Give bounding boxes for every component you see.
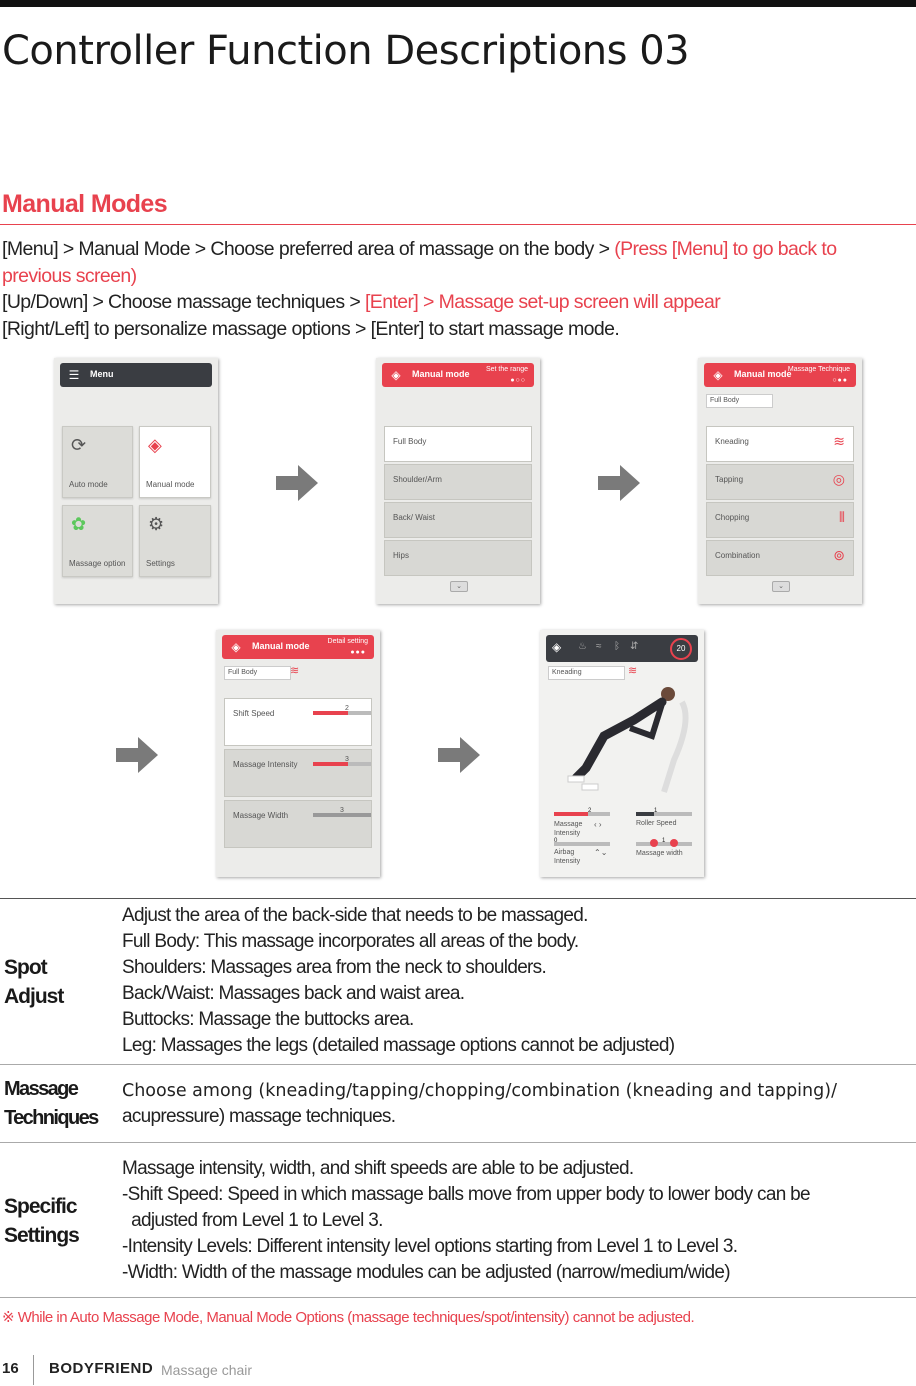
chevron-down-icon[interactable]: ⌄ bbox=[450, 581, 468, 592]
page-dots: ○●● bbox=[832, 377, 848, 384]
wave-icon: ≈ bbox=[596, 641, 602, 652]
list-item[interactable]: Hips bbox=[384, 540, 532, 576]
bluetooth-icon: ᛒ bbox=[614, 641, 620, 652]
arrow-right-icon bbox=[598, 465, 640, 501]
control-massage-intensity[interactable]: 2 Massage Intensity ‹ › bbox=[554, 812, 612, 842]
tapping-icon: ◎ bbox=[832, 471, 845, 487]
chopping-icon: ⦀ bbox=[838, 509, 845, 525]
chevron-down-icon[interactable]: ⌄ bbox=[772, 581, 790, 592]
tile-manual-mode[interactable]: ◈ Manual mode bbox=[139, 426, 211, 498]
screen-menu bbox=[54, 358, 218, 604]
tile-settings[interactable]: ⚙ Settings bbox=[139, 505, 211, 577]
manual-header: ◈ Manual mode Set the range ●○○ bbox=[382, 363, 534, 387]
page-dots: ●●● bbox=[350, 649, 366, 656]
control-massage-width[interactable]: 1 Massage width bbox=[636, 842, 694, 872]
table-rule bbox=[0, 1142, 916, 1143]
adjust-icon: ⇵ bbox=[630, 641, 639, 652]
list-item[interactable]: Chopping ⦀ bbox=[706, 502, 854, 538]
product-name: Massage chair bbox=[161, 1362, 253, 1378]
refresh-icon: ⟳ bbox=[71, 435, 87, 455]
control-roller-speed[interactable]: 1 Roller Speed bbox=[636, 812, 694, 842]
combination-icon: ⊚ bbox=[833, 547, 845, 563]
technique-select[interactable]: Kneading bbox=[548, 666, 625, 680]
control-airbag-intensity[interactable]: 0 Airbag Intensity ⌃⌄ bbox=[554, 842, 612, 872]
hamburger-icon[interactable]: ☰ bbox=[68, 368, 80, 382]
list-item[interactable]: Shoulder/Arm bbox=[384, 464, 532, 500]
kneading-icon: ≋ bbox=[628, 665, 638, 677]
list-item[interactable]: Combination ⊚ bbox=[706, 540, 854, 576]
left-right-icon: ‹ › bbox=[594, 820, 602, 829]
section-rule bbox=[0, 224, 916, 225]
setting-row[interactable]: Shift Speed 2 bbox=[224, 698, 372, 746]
direction-pad-icon: ◈ bbox=[148, 435, 162, 455]
page-dots: ●○○ bbox=[510, 377, 526, 384]
direction-pad-icon: ◈ bbox=[231, 640, 241, 654]
list-item[interactable]: Full Body bbox=[384, 426, 532, 462]
manual-header: ◈ Manual mode Detail setting ●●● bbox=[222, 635, 374, 659]
list-item[interactable]: Kneading ≋ bbox=[706, 426, 854, 462]
screen-technique bbox=[698, 358, 862, 604]
screen-detail bbox=[216, 630, 380, 877]
list-item[interactable]: Tapping ◎ bbox=[706, 464, 854, 500]
area-select[interactable]: Full Body bbox=[224, 666, 291, 680]
row-label-massage-techniques: Massage Techniques bbox=[4, 1078, 98, 1129]
top-rule bbox=[0, 0, 916, 7]
manual-header: ◈ Manual mode Massage Technique ○●● bbox=[704, 363, 856, 387]
row-text-specific-settings: Massage intensity, width, and shift speeds are able to be adjusted. -Shift Speed: Speed in which massage balls move from upper body to lower body can be adjusted from Level 1 to Level 3. -Intensity Levels: Different intensity level options starting from Level 1 to Level 3. -Width: Width of the massage modules can be adjusted (narrow/medium/wide) bbox=[122, 1158, 810, 1283]
section-title: Manual Modes bbox=[2, 190, 168, 218]
flower-icon: ✿ bbox=[71, 514, 87, 534]
timer-badge: 20 bbox=[670, 638, 692, 660]
screen-set-range bbox=[376, 358, 540, 604]
brand-logo: BODYFRIEND bbox=[49, 1360, 154, 1377]
heat-icon: ♨ bbox=[578, 641, 587, 652]
table-rule bbox=[0, 1064, 916, 1065]
page-number: 16 bbox=[2, 1360, 19, 1377]
menu-header: ☰ Menu bbox=[60, 363, 212, 387]
direction-pad-icon: ◈ bbox=[391, 368, 401, 382]
table-rule bbox=[0, 1297, 916, 1298]
tile-massage-option[interactable]: ✿ Massage option bbox=[62, 505, 133, 577]
area-select[interactable]: Full Body bbox=[706, 394, 773, 408]
row-text-spot-adjust: Adjust the area of the back-side that needs to be massaged. Full Body: This massage incorporates all areas of the body. Shoulders: Massages area from the neck to shoulders. Back/Waist: Massages back and waist area. Buttocks: Massage the buttocks area. Leg: Massages the legs (detailed massage options cannot be adjusted) bbox=[122, 905, 675, 1056]
page-title: Controller Function Descriptions 03 bbox=[2, 28, 690, 74]
direction-pad-icon: ◈ bbox=[552, 640, 562, 654]
arrow-right-icon bbox=[276, 465, 318, 501]
footnote: ※ While in Auto Massage Mode, Manual Mode Options (massage techniques/spot/intensity) cannot be adjusted. bbox=[2, 1309, 695, 1326]
footer-divider bbox=[33, 1355, 34, 1385]
list-item[interactable]: Back/ Waist bbox=[384, 502, 532, 538]
row-label-specific-settings: Specific Settings bbox=[4, 1195, 79, 1247]
tile-auto-mode[interactable]: ⟳ Auto mode bbox=[62, 426, 133, 498]
gear-icon: ⚙ bbox=[148, 514, 165, 534]
kneading-icon: ≋ bbox=[290, 665, 300, 677]
up-down-icon: ⌃⌄ bbox=[594, 848, 608, 857]
arrow-right-icon bbox=[438, 737, 480, 773]
screen-running bbox=[540, 630, 704, 877]
arrow-right-icon bbox=[116, 737, 158, 773]
row-text-massage-techniques: Choose among (kneading/tapping/chopping/combination (kneading and tapping)/ acupressure) massage techniques. bbox=[122, 1081, 837, 1127]
kneading-icon: ≋ bbox=[833, 433, 845, 449]
setting-row[interactable]: Massage Width 3 bbox=[224, 800, 372, 848]
table-rule bbox=[0, 898, 916, 899]
status-header bbox=[546, 635, 698, 662]
direction-pad-icon: ◈ bbox=[713, 368, 723, 382]
reclining-person-illustration bbox=[564, 680, 694, 795]
setting-row[interactable]: Massage Intensity 3 bbox=[224, 749, 372, 797]
row-label-spot-adjust: Spot Adjust bbox=[4, 956, 64, 1008]
intro-text: [Menu] > Manual Mode > Choose preferred area of massage on the body > (Press [Menu] to go back to previous screen) [Up/Down] > Choose massage techniques > [Enter] > Massage set-up screen will appear [Right/Left] to personalize massage options > [Enter] to start massage mode. bbox=[2, 238, 837, 340]
